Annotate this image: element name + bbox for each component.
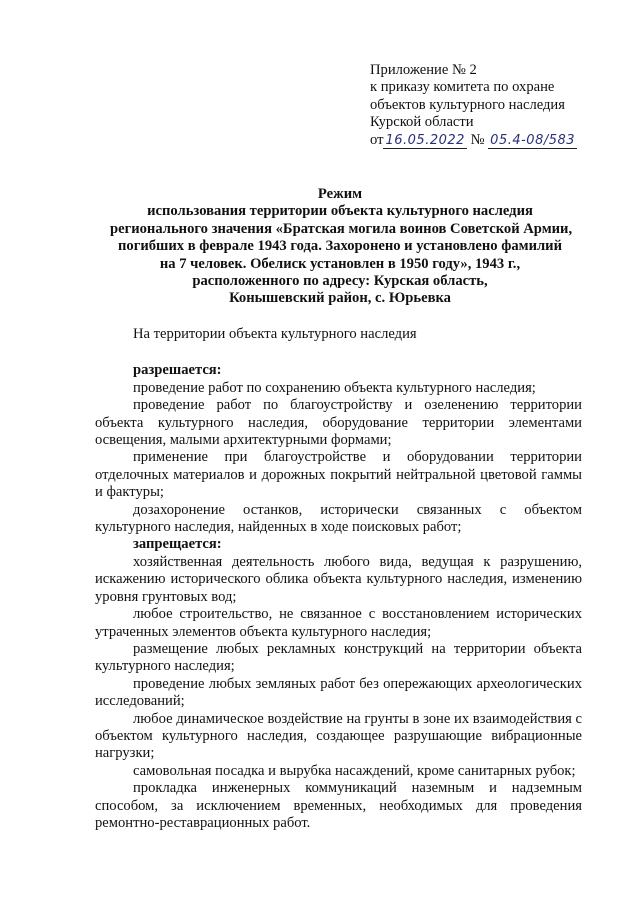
title-line: регионального значения «Братская могила воинов Советской Армии, bbox=[110, 220, 573, 237]
from-label: от bbox=[370, 131, 384, 148]
title-line: расположенного по адресу: Курская область, bbox=[192, 273, 488, 290]
forbidden-item: любое строительство, не связанное с восстановлением исторических утраченных элементов объекта культурного наследия; bbox=[95, 606, 582, 640]
handwritten-date: 16.05.2022 bbox=[385, 132, 465, 148]
allowed-heading: разрешается: bbox=[133, 362, 222, 379]
document-body bbox=[95, 326, 582, 832]
forbidden-item: размещение любых рекламных конструкций на территории объекта культурного наследия; bbox=[95, 640, 582, 675]
forbidden-item: любое динамическое воздействие на грунты в зоне их взаимодействия с объектом культурного наследия, создающее разрушающие вибрационные нагрузки; bbox=[95, 710, 582, 762]
forbidden-item: самовольная посадка и вырубка насаждений, кроме санитарных рубок; bbox=[133, 762, 576, 779]
intro-text: На территории объекта культурного наследия bbox=[133, 326, 417, 342]
forbidden-heading: запрещается: bbox=[133, 536, 222, 553]
title-line: использования территории объекта культурного наследия bbox=[147, 203, 533, 220]
forbidden-item: проведение любых земляных работ без опережающих археологических исследований; bbox=[95, 675, 582, 710]
allowed-item: дозахоронение останков, исторически связанных с объектом культурного наследия, найденных в ходе поисковых работ; bbox=[95, 501, 582, 536]
document-title bbox=[110, 186, 573, 308]
title-line: Конышевский район, с. Юрьевка bbox=[229, 290, 451, 307]
title-line: на 7 человек. Обелиск установлен в 1950 году», 1943 г., bbox=[159, 255, 521, 272]
allowed-item: применение при благоустройстве и оборудовании территории отделочных материалов и дорожных покрытий нейтральной цветовой гаммы и фактуры; bbox=[95, 449, 582, 501]
allowed-item: проведение работ по благоустройству и озеленению территории объекта культурного наследия, оборудование территории элементами освещения, малыми архитектурными формами; bbox=[95, 397, 582, 449]
forbidden-item: прокладка инженерных коммуникаций наземным и надземным способом, за исключением временных, необходимых для проведения ремонтно-реставрационных работ. bbox=[95, 780, 582, 831]
handwritten-number: 05.4-08/583 bbox=[490, 132, 576, 148]
title-line: погибших в феврале 1943 года. Захоронено и установлено фамилий bbox=[117, 238, 563, 255]
number-label: № bbox=[470, 131, 485, 148]
appendix-header bbox=[370, 62, 620, 149]
appendix-date-number-line bbox=[370, 132, 620, 149]
appendix-order-line: к приказу комитета по охране bbox=[370, 79, 555, 96]
forbidden-item: хозяйственная деятельность любого вида, ведущая к разрушению, искажению исторического облика объекта культурного наследия, изменению уровня грунтовых вод; bbox=[95, 553, 582, 605]
appendix-title: Приложение № 2 bbox=[370, 62, 477, 78]
allowed-item: проведение работ по сохранению объекта культурного наследия; bbox=[133, 379, 536, 396]
appendix-region-line: Курской области bbox=[370, 114, 474, 131]
appendix-committee-line: объектов культурного наследия bbox=[370, 96, 565, 113]
title-line: Режим bbox=[317, 186, 363, 202]
